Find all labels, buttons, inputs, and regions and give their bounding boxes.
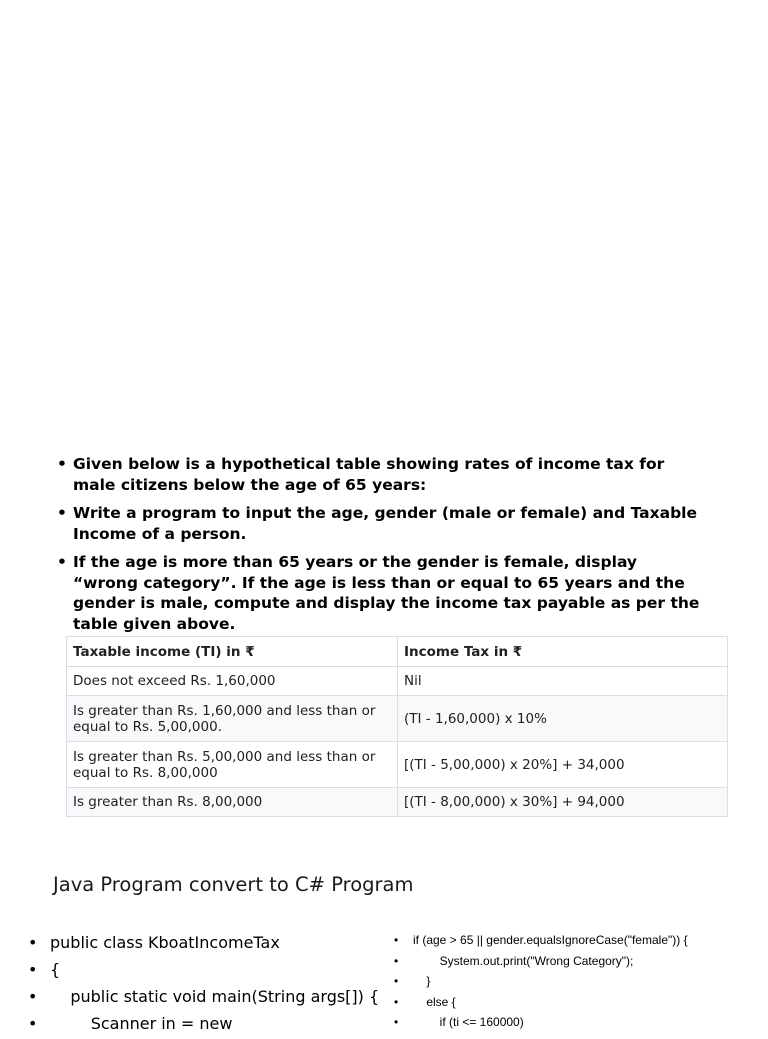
bullet-dot: • [28,960,38,979]
table-row [67,742,728,788]
code-text: if (age > 65 || gender.equalsIgnoreCase("female")) { [413,933,688,947]
question-bullets [57,454,707,642]
section-heading: Java Program convert to C# Program [53,873,414,896]
table-row [67,788,728,817]
table-cell-income: Is greater than Rs. 5,00,000 and less than or equal to Rs. 8,00,000 [67,742,398,788]
code-text: else { [413,994,456,1009]
code-text: { [50,960,61,979]
table-cell-income: Is greater than Rs. 1,60,000 and less than or equal to Rs. 5,00,000. [67,696,398,742]
bullet-dot: • [28,1014,38,1033]
bullet-dot: • [394,953,399,968]
bullet-dot: • [394,994,399,1009]
header-income-tax: Income Tax in ₹ [398,637,728,667]
table-row [67,667,728,696]
bullet-text: If the age is more than 65 years or the gender is female, display “wrong category”. If the age is less than or equal to 65 years and the gender is male, compute and display the income tax payable as per the table given above. [73,553,700,633]
bullet-dot: • [57,553,67,571]
code-line [28,958,378,985]
code-line [28,931,378,958]
table-row [67,696,728,742]
bullet-dot: • [394,974,399,988]
code-line [394,992,754,1013]
code-text: Scanner in = new [50,1014,233,1033]
bullet-dot: • [28,933,38,952]
bullet-dot: • [394,933,399,947]
code-line [28,1012,378,1039]
code-text: } [413,974,431,988]
table-cell-tax: [(TI - 5,00,000) x 20%] + 34,000 [398,742,728,788]
bullet-dot: • [394,1015,399,1029]
table-header-row [67,637,728,667]
bullet-text: Given below is a hypothetical table showing rates of income tax for male citizens below the age of 65 years: [73,455,665,494]
table-cell-tax: Nil [398,667,728,696]
code-line [394,951,754,972]
bullet-item [57,552,707,634]
table-cell-tax: (TI - 1,60,000) x 10% [398,696,728,742]
code-line [394,930,754,951]
bullet-item [57,454,707,495]
code-line [394,971,754,992]
code-text: public static void main(String args[]) { [50,987,380,1006]
code-line [394,1012,754,1033]
code-line [28,985,378,1012]
java-code-list-left [28,931,378,1039]
table-cell-income: Does not exceed Rs. 1,60,000 [67,667,398,696]
code-text: public class KboatIncomeTax [50,933,280,952]
table-cell-income: Is greater than Rs. 8,00,000 [67,788,398,817]
header-taxable-income: Taxable income (TI) in ₹ [67,637,398,667]
code-text: System.out.print("Wrong Category"); [413,953,634,968]
code-text: if (ti <= 160000) [413,1015,524,1029]
income-tax-table [66,636,728,817]
bullet-text: Write a program to input the age, gender (male or female) and Taxable Income of a person. [73,504,697,543]
table-cell-tax: [(TI - 8,00,000) x 30%] + 94,000 [398,788,728,817]
bullet-dot: • [57,455,67,473]
bullet-dot: • [28,987,38,1006]
bullet-dot: • [57,504,67,522]
java-code-list-right [394,930,754,1033]
bullet-item [57,503,707,544]
